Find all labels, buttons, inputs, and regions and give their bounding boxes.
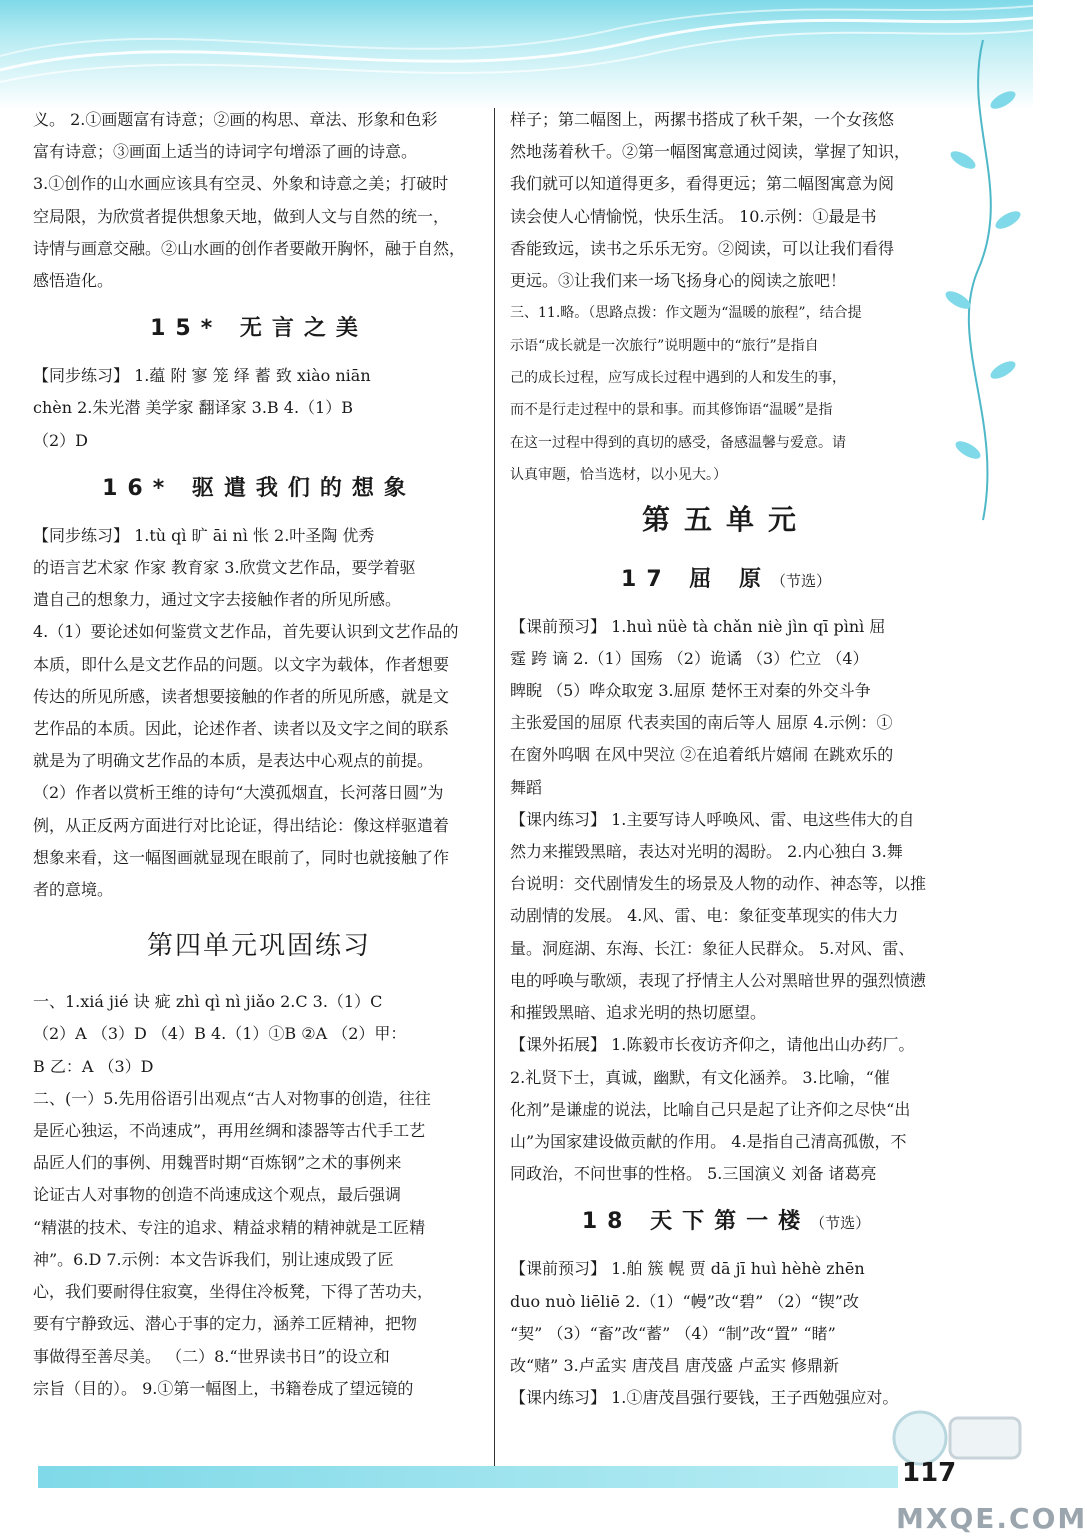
intro-line: 诗情与画意交融。②山水画的创作者要敞开胸怀，融于自然， <box>33 238 466 258</box>
lesson-16-title: 16* 驱遣我们的想象 <box>102 475 416 501</box>
answer-line: 我们就可以知道得更多，看得更远；第二幅图寓意为阅 <box>510 174 895 194</box>
answer-line: 山”为国家建设做贡献的作用。 4.是指自己清高孤傲，不 <box>510 1131 907 1151</box>
answer-line: 遣自己的想象力，通过文字去接触作者的所见所感。 <box>33 590 402 610</box>
answer-line: （2）D <box>33 430 89 450</box>
watermark-text: MXQE.COM <box>896 1502 1087 1535</box>
answer-line: 改“赌” 3.卢孟实 唐茂昌 唐茂盛 卢孟实 修鼎新 <box>510 1355 840 1375</box>
answer-line: 三、11.略。（思路点拨：作文题为“温暖的旅程”，结合提 <box>510 305 862 322</box>
answer-line: 论证古人对事物的创造不尚速成这个观点，最后强调 <box>33 1185 402 1205</box>
answer-line: 在窗外呜咽 在风中哭泣 ②在追着纸片嬉闹 在跳欢乐的 <box>510 745 894 765</box>
answer-line: 己的成长过程，应写成长过程中遇到的人和发生的事， <box>510 370 846 387</box>
intro-line: 空局限，为欣赏者提供想象天地，做到人文与自然的统一， <box>33 206 450 226</box>
answer-line: 【课内练习】 1.①唐茂昌强行要钱，王子西勉强应对。 <box>510 1388 899 1408</box>
intro-line: 义。 2.①画题富有诗意；②画的构思、章法、形象和色彩 <box>33 110 438 129</box>
answer-line: 读会使人心情愉悦，快乐生活。 10.示例：①最是书 <box>510 206 877 226</box>
answer-line: B 乙：A （3）D <box>33 1056 154 1076</box>
answer-line: 动剧情的发展。 4.风、雷、电：象征变革现实的伟大力 <box>510 906 899 926</box>
answer-line: 者的意境。 <box>33 880 114 900</box>
right-column <box>510 104 942 1414</box>
answer-line: 4.（1）要论述如何鉴赏文艺作品，首先要认识到文艺作品的 <box>33 622 459 642</box>
answer-line: 品匠人们的事例、用魏晋时期“百炼钢”之术的事例来 <box>33 1153 402 1173</box>
answer-line: 【同步练习】 1.蕴 附 寥 笼 绎 蓄 致 xiào niān <box>33 366 371 386</box>
answer-line: 想象来看，这一幅图画就显现在眼前了，同时也就接触了作 <box>33 847 450 867</box>
answer-line: “精湛的技术、专注的追求、精益求精的精神就是工匠精 <box>33 1217 426 1237</box>
answer-line: 例，从正反两方面进行对比论证，得出结论：像这样驱遣着 <box>33 815 450 835</box>
unit-5-title: 第五单元 <box>641 502 810 536</box>
answer-line: 和摧毁黑暗、追求光明的热切愿望。 <box>510 1003 767 1023</box>
answer-line: 样子；第二幅图上，两摞书搭成了秋千架，一个女孩悠 <box>510 110 895 129</box>
answer-line: duo nuò liēliē 2.（1）“幔”改“碧” （2）“锲”改 <box>510 1291 859 1311</box>
answer-line: 2.礼贤下士，真诚，幽默，有文化涵养。 3.比喻，“催 <box>510 1067 890 1087</box>
page-number: 117 <box>902 1458 957 1488</box>
wave-decoration <box>0 0 1033 110</box>
answer-line: 然力来摧毁黑暗，表达对光明的渴盼。 2.内心独白 3.舞 <box>510 842 903 862</box>
answer-line: 传达的所见所感，读者想要接触的作者的所见所感，就是文 <box>33 686 450 706</box>
answer-line: 示语“成长就是一次旅行”说明题中的“旅行”是指自 <box>510 337 819 354</box>
answer-line: “契” （3）“畜”改“蓄” （4）“制”改“置” “睹” <box>510 1323 836 1343</box>
lesson-18-title <box>510 1190 942 1253</box>
answer-line: 【同步练习】 1.tù qì 旷 āi nì 怅 2.叶圣陶 优秀 <box>33 525 375 545</box>
answer-line: 艺作品的本质。因此，论述作者、读者以及文字之间的联系 <box>33 719 450 739</box>
column-divider <box>494 108 495 1468</box>
answer-line: 就是为了明确文艺作品的本质，是表达中心观点的前提。 <box>33 751 434 771</box>
answer-line: 香能致远，读书之乐乐无穷。②阅读，可以让我们看得 <box>510 238 895 258</box>
answer-line: 是匠心独运，不尚速成”，再用丝绸和漆器等古代手工艺 <box>33 1121 426 1141</box>
lesson-15-title: 15* 无言之美 <box>150 316 368 342</box>
answer-line: chèn 2.朱光潜 美学家 翻译家 3.B 4.（1）B <box>33 398 353 418</box>
lesson-17-title-text: 17 屈 原 <box>621 566 771 592</box>
answer-line: 在这一过程中得到的真切的感受，备感温馨与爱意。请 <box>510 434 846 451</box>
answer-line: 【课外拓展】 1.陈毅市长夜访齐仰之，请他出山办药厂。 <box>510 1035 915 1055</box>
answer-line: 舞蹈 <box>510 777 543 797</box>
left-column <box>33 104 485 1405</box>
answer-line: 本质，即什么是文艺作品的问题。以文字为载体，作者想要 <box>33 654 450 674</box>
answer-line: 同政治，不问世事的性格。 5.三国演义 刘备 诸葛亮 <box>510 1164 877 1184</box>
answer-line: 二、(一）5.先用俗语引出观点“古人对物事的创造，往往 <box>33 1088 431 1108</box>
answer-line: 一、1.xiá jié 诀 疵 zhì qì nì jiǎo 2.C 3.（1）C <box>33 992 383 1012</box>
answer-line: 量。洞庭湖、东海、长江：象征人民群众。 5.对风、雷、 <box>510 938 915 958</box>
unit-4-review-title: 第四单元巩固练习 <box>146 931 371 962</box>
answer-line: 心，我们要耐得住寂寞，坐得住冷板凳，下得了苦功夫， <box>33 1282 434 1302</box>
answer-line: 然地荡着秋千。②第一幅图寓意通过阅读，掌握了知识， <box>510 142 911 162</box>
answer-line: 更远。③让我们来一场飞扬身心的阅读之旅吧！ <box>510 271 847 291</box>
answer-line: 【课前预习】 1.huì nüè tà chǎn niè jìn qī pìnì 屈 <box>510 616 886 636</box>
answer-line: 霆 跨 谪 2.（1）国殇 （2）诡谲 （3）伫立 （4） <box>510 648 869 668</box>
lesson-18-note: （节选） <box>810 1214 871 1233</box>
answer-line: 睥睨 （5）哗众取宠 3.屈原 楚怀王对秦的外交斗争 <box>510 681 871 701</box>
answer-line: 神”。6.D 7.示例：本文告诉我们，别让速成毁了匠 <box>33 1249 394 1269</box>
answer-line: 要有宁静致远、潜心于事的定力，涵养工匠精神，把物 <box>33 1314 418 1334</box>
answer-line: 事做得至善尽美。 （二）8.“世界读书日”的设立和 <box>33 1346 390 1366</box>
bottom-decoration-band <box>38 1466 898 1488</box>
answer-line: 的语言艺术家 作家 教育家 3.欣赏文艺作品，要学着驱 <box>33 558 416 578</box>
answer-line: 主张爱国的屈原 代表卖国的南后等人 屈原 4.示例：① <box>510 713 893 733</box>
answer-line: （2）A （3）D （4）B 4.（1）①B ②A （2）甲： <box>33 1024 407 1044</box>
answer-line: 认真审题，恰当选材，以小见大。） <box>510 467 727 484</box>
intro-line: 富有诗意；③画面上适当的诗词字句增添了画的诗意。 <box>33 142 418 162</box>
lesson-18-title-text: 18 天下第一楼 <box>581 1209 811 1235</box>
answer-line: 电的呼唤与歌颂，表现了抒情主人公对黑暗世界的强烈愤懑 <box>510 970 927 990</box>
answer-line: 化剂”是谦虚的说法，比喻自己只是起了让齐仰之尽快“出 <box>510 1099 911 1119</box>
answer-line: 【课内练习】 1.主要写诗人呼唤风、雷、电这些伟大的自 <box>510 809 915 829</box>
answer-line: 而不是行走过程中的景和事。而其修饰语“温暖”是指 <box>510 402 833 419</box>
lesson-17-note: （节选） <box>770 571 831 590</box>
answer-line: 【课前预习】 1.舶 簇 幌 贾 dā jī huì hèhè zhēn <box>510 1259 865 1279</box>
answer-line: 台说明：交代剧情发生的场景及人物的动作、神态等，以推 <box>510 874 927 894</box>
answer-line: （2）作者以赏析王维的诗句“大漠孤烟直，长河落日圆”为 <box>33 783 444 803</box>
intro-line: 感悟造化。 <box>33 271 114 291</box>
lesson-17-title <box>510 548 942 611</box>
intro-line: 3.①创作的山水画应该具有空灵、外象和诗意之美；打破时 <box>33 174 449 194</box>
answer-line: 宗旨（目的）。 9.①第一幅图上，书籍卷成了望远镜的 <box>33 1378 414 1398</box>
